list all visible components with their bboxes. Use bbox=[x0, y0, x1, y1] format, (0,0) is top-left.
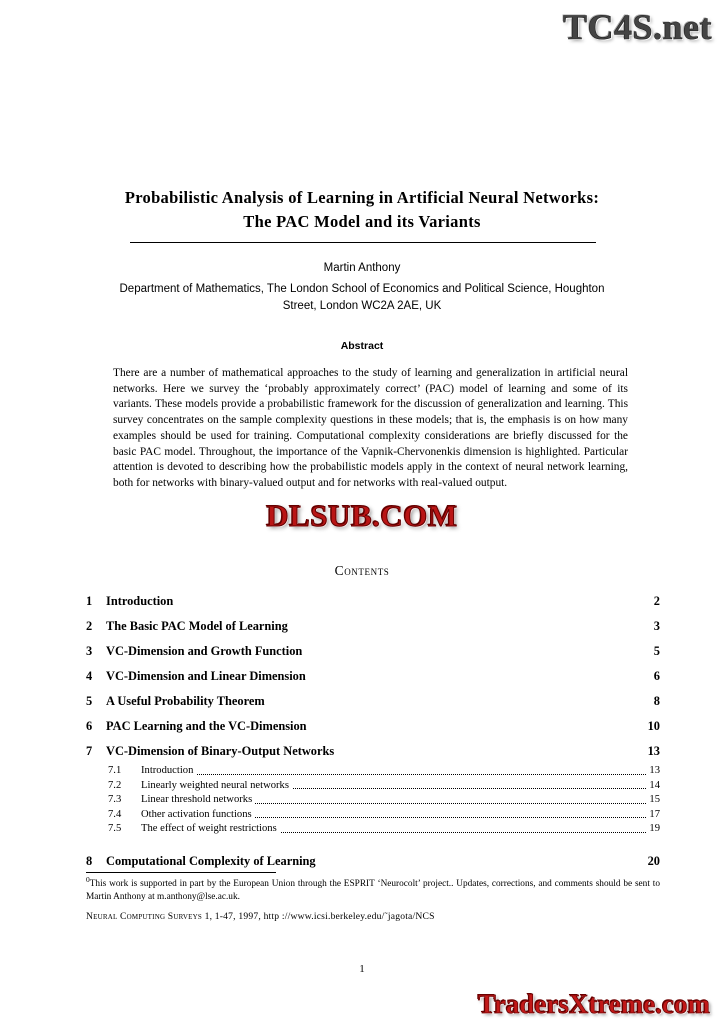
toc-subentry-number: 7.5 bbox=[108, 823, 122, 835]
toc-leader-dots bbox=[141, 774, 660, 775]
toc-subentry-label: Linearly weighted neural networks bbox=[141, 779, 292, 794]
toc-entry-label: Computational Complexity of Learning bbox=[106, 853, 316, 868]
footnote bbox=[86, 875, 660, 904]
toc-entry-page: 5 bbox=[653, 644, 660, 658]
author-name: Martin Anthony bbox=[323, 262, 401, 274]
footnote-text: This work is supported in part by the European Union through the ESPRIT ‘Neurocolt’ project.. Updates, corrections, and comments should be sent to Martin Anthony at m.anthony@lse.ac.uk. bbox=[86, 879, 660, 903]
toc-entry[interactable] bbox=[86, 614, 660, 639]
journal-citation: Neural Computing Surveys 1, 1-47, 1997, bbox=[86, 911, 261, 922]
toc-subentry-label: Other activation functions bbox=[141, 808, 255, 823]
toc-entry-page: 10 bbox=[647, 719, 660, 733]
toc-entry[interactable] bbox=[86, 739, 660, 764]
toc-subentry-number: 7.1 bbox=[108, 765, 122, 776]
toc-entry-number: 7 bbox=[86, 744, 93, 758]
toc-subentry-page: 14 bbox=[646, 779, 660, 794]
abstract-text: There are a number of mathematical approaches to the study of learning and generalization in artificial neural networks. Here we survey the ‘probably approximately correct’ (PAC) model of learning and some of its variants. These models provide a probabilistic framework for the discussion of generalization and learning. This survey concentrates on the sample complexity questions in these models; that is, the emphasis is on how many examples should be used for training. Computational complexity considerations are briefly discussed for the basic PAC model. Throughout, the importance of the Vapnik-Chervonenkis dimension is highlighted. Particular attention is devoted to describing how the probabilistic models apply in the context of neural network learning, both for networks with binary-valued output and for networks with real-valued output. bbox=[113, 367, 628, 490]
toc-entry[interactable] bbox=[86, 849, 660, 874]
toc-entry-page: 3 bbox=[653, 619, 660, 633]
title-line-2: The PAC Model and its Variants bbox=[243, 211, 481, 231]
toc-subentry[interactable] bbox=[86, 779, 660, 794]
toc-entry-number: 3 bbox=[86, 644, 93, 658]
toc-entry[interactable] bbox=[86, 664, 660, 689]
toc-subentry-label: The effect of weight restrictions bbox=[141, 822, 280, 837]
watermark-top-right: TC4S.net bbox=[562, 7, 712, 47]
toc-entry-page: 6 bbox=[653, 669, 660, 683]
footnote-marker: 0 bbox=[86, 875, 90, 884]
toc-subentry-page: 19 bbox=[646, 822, 660, 837]
toc-subentry-number: 7.2 bbox=[108, 779, 122, 791]
toc-entry-label: VC-Dimension and Linear Dimension bbox=[106, 669, 306, 683]
affiliation-line-2: Street, London WC2A 2AE, UK bbox=[282, 299, 442, 312]
affiliation-line-1: Department of Mathematics, The London School of Economics and Political Science, Houghton bbox=[119, 283, 605, 295]
toc-subentry-label: Linear threshold networks bbox=[141, 793, 255, 808]
journal-url[interactable]: http ://www.icsi.berkeley.edu/˜jagota/NCS bbox=[263, 911, 435, 922]
footnote-divider bbox=[86, 872, 276, 873]
title-divider bbox=[130, 242, 596, 243]
toc-subentry-page: 17 bbox=[646, 808, 660, 823]
toc-entry[interactable] bbox=[86, 639, 660, 664]
toc-entry-page: 20 bbox=[647, 853, 660, 868]
toc-entry[interactable] bbox=[86, 689, 660, 714]
page-number: 1 bbox=[359, 963, 365, 975]
table-of-contents bbox=[86, 589, 660, 874]
toc-entry-page: 2 bbox=[653, 594, 660, 608]
toc-entry-label: VC-Dimension and Growth Function bbox=[106, 644, 303, 658]
page-title bbox=[62, 186, 662, 234]
toc-spacer bbox=[86, 837, 660, 849]
toc-entry-label: PAC Learning and the VC-Dimension bbox=[106, 719, 307, 733]
toc-entry-label: Introduction bbox=[106, 594, 174, 608]
toc-subentry[interactable] bbox=[86, 822, 660, 837]
toc-subentry[interactable] bbox=[86, 793, 660, 808]
title-line-1: Probabilistic Analysis of Learning in Artificial Neural Networks: bbox=[124, 188, 600, 207]
toc-subentry-page: 13 bbox=[646, 764, 660, 779]
toc-subentry-label: Introduction bbox=[141, 764, 196, 779]
toc-entry-label: A Useful Probability Theorem bbox=[106, 694, 265, 708]
toc-subentry-page: 15 bbox=[646, 793, 660, 808]
toc-entry-label: VC-Dimension of Binary-Output Networks bbox=[106, 744, 335, 758]
toc-entry-number: 5 bbox=[86, 694, 93, 708]
toc-subentry-number: 7.4 bbox=[108, 808, 122, 820]
toc-entry[interactable] bbox=[86, 589, 660, 614]
abstract-heading: Abstract bbox=[340, 340, 384, 352]
toc-entry-number: 6 bbox=[86, 719, 93, 733]
toc-entry-number: 2 bbox=[86, 619, 93, 633]
toc-entry-number: 1 bbox=[86, 594, 93, 608]
contents-heading: Contents bbox=[334, 563, 390, 578]
watermark-bottom-right: TradersXtreme.com bbox=[477, 989, 710, 1019]
toc-entry[interactable] bbox=[86, 714, 660, 739]
author-affiliation bbox=[62, 281, 662, 314]
journal-reference bbox=[86, 911, 660, 922]
toc-subentry[interactable] bbox=[86, 808, 660, 823]
toc-subentry-number: 7.3 bbox=[108, 794, 122, 806]
toc-subentry[interactable] bbox=[86, 764, 660, 779]
toc-entry-page: 8 bbox=[653, 694, 660, 708]
toc-entry-label: The Basic PAC Model of Learning bbox=[106, 619, 288, 633]
toc-entry-number: 8 bbox=[86, 853, 93, 868]
toc-entry-number: 4 bbox=[86, 669, 93, 683]
toc-entry-page: 13 bbox=[647, 744, 660, 758]
watermark-center: DLSUB.COM bbox=[266, 498, 458, 533]
